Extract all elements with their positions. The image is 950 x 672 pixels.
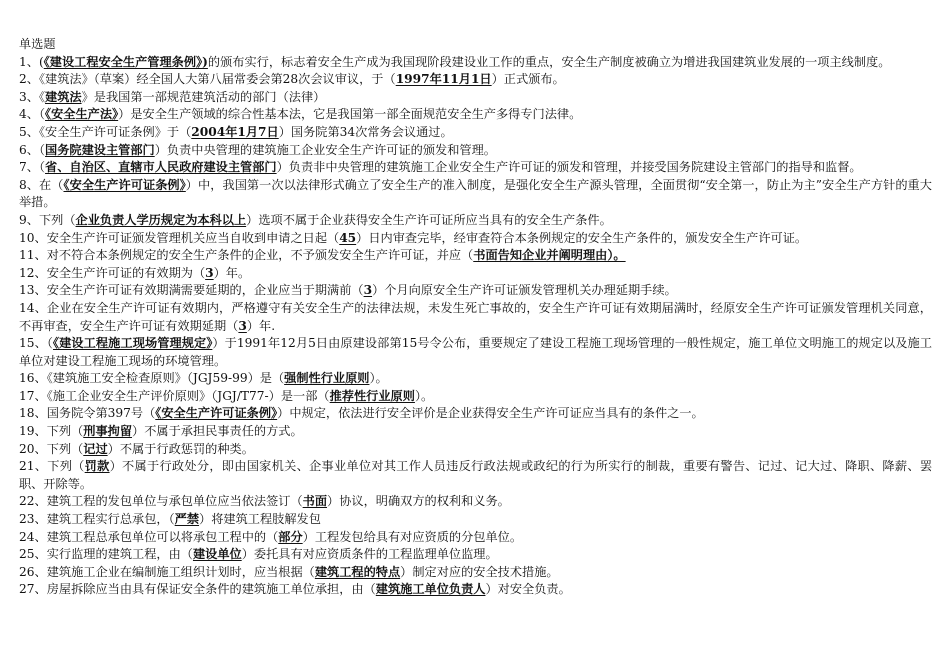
question-text: 2、《建筑法》（草案）经全国人大第八届常委会第28次会议审议，于（ [19,72,396,87]
question-text: 6、（ [19,142,46,157]
answer-text: 书面 [302,494,328,509]
answer-text: 建筑施工单位负责人 [375,582,486,597]
question-text: 3、《 [19,89,46,104]
question-text-tail: ）正式颁布。 [491,72,565,87]
question-item [19,511,932,529]
question-text: 8、在（ [19,177,64,192]
question-text-tail: ）不属于行政处分，即由国家机关、企事业单位对其工作人员违反行政法规或政纪的行为所实行的制裁，重要有警告、记过、记大过、降职、降薪、罢职、开除等。 [19,459,933,491]
answer-text: 《安全生产许可证条例》 [155,406,278,421]
answer-text: 3 [238,318,247,333]
question-text: 19、下列（ [19,424,84,439]
question-item [19,581,932,599]
question-text-tail: ）负责非中央管理的建筑施工企业安全生产许可证的颁发和管理，并接受国务院建设主管部门的指导和监督。 [276,160,862,175]
question-text-tail: ）不属于行政惩罚的种类。 [107,441,254,456]
question-text-tail: ）委托具有对应资质条件的工程监理单位监理。 [241,547,498,562]
question-item [19,282,932,300]
question-text-tail: 》是我国第一部规范建筑活动的部门（法律） [81,89,326,104]
answer-text: 罚款 [84,459,110,474]
question-item [19,265,932,283]
question-text: 4、（ [19,107,46,122]
question-item [19,230,932,248]
question-item [19,124,932,142]
answer-text: 强制性行业原则 [284,371,370,386]
question-text: 10、安全生产许可证颁发管理机关应当自收到申请之日起（ [19,230,340,245]
question-item [19,106,932,124]
answer-text: 《建设工程安全生产管理条例》) [43,54,208,69]
question-text: 22、建筑工程的发包单位与承包单位应当依法签订（ [19,494,303,509]
question-item [19,370,932,388]
answer-text: 3 [363,283,373,298]
question-text-tail: ）负责中央管理的建筑施工企业安全生产许可证的颁发和管理。 [154,142,496,157]
question-text: 17、《施工企业安全生产评价原则》（JGJ/T77-）是一部（ [19,388,330,403]
question-text: 5、《安全生产许可证条例》于（ [19,124,192,139]
question-text: 24、建筑工程总承包单位可以将承包工程中的（ [19,529,279,544]
answer-text: 3 [205,265,214,280]
question-item [19,529,932,547]
question-text-tail: ）国务院第34次常务会议通过。 [278,124,453,139]
answer-text: 《建设工程施工现场管理规定》 [53,336,213,351]
question-text-tail: ）制定对应的安全技术措施。 [400,564,559,579]
question-text-tail: ）将建筑工程肢解发包 [199,512,321,527]
question-text-tail: ）年。 [213,265,251,280]
question-item [19,142,932,160]
answer-text: 建筑法 [45,89,82,104]
question-text: 21、下列（ [19,459,85,474]
question-text-tail: ）中规定，依法进行安全评价是企业获得安全生产许可证应当具有的条件之一。 [277,406,704,421]
answer-text: 国务院建设主管部门 [45,142,155,157]
answer-text: 1997年11月1日 [395,72,492,87]
question-item [19,493,932,511]
question-text-tail: ）。 [369,371,388,386]
question-text-tail: ）选项不属于企业获得安全生产许可证所应当具有的安全生产条件。 [246,212,612,227]
question-item [19,54,932,72]
question-item [19,564,932,582]
answer-text: 企业负责人学历规定为本科以上 [75,212,247,227]
question-list [19,54,932,599]
question-item [19,212,932,230]
question-text-tail: ）日内审查完毕，经审查符合本条例规定的安全生产条件的，颁发安全生产许可证。 [356,230,808,245]
question-text: 16、《建筑施工安全检查原则》（JGJ59-99）是（ [19,371,285,386]
question-item [19,546,932,564]
question-text: 15、（ [19,336,53,351]
question-text: 27、房屋拆除应当由具有保证安全条件的建筑施工单位承担，由（ [19,582,376,597]
answer-text: 严禁 [174,512,200,527]
question-text: 11、对不符合本条例规定的安全生产条件的企业，不予颁发安全生产许可证，并应（ [19,248,474,263]
answer-text: 记过 [83,441,108,456]
question-text: 26、建筑施工企业在编制施工组织计划时，应当根据（ [19,564,315,579]
answer-text: 推荐性行业原则 [329,388,415,403]
question-item [19,388,932,406]
answer-text: 《安全生产许可证条例》 [63,177,186,192]
question-item [19,177,932,212]
question-text-tail: 的颁布实行，标志着安全生产成为我国现阶段建设业工作的重点，安全生产制度被确立为增进我国建筑业发展的一项主线制度。 [207,54,891,69]
question-item [19,441,932,459]
answer-text: 《安全生产法》 [45,107,119,122]
question-text: 23、建筑工程实行总承包，（ [19,512,175,527]
answer-text: 建筑工程的特点 [314,564,401,579]
question-text-tail: ）于1991年12月5日由原建设部第15号令公布，重要规定了建设工程施工现场管理的一般性规定，施工单位文明施工的规定以及施工单位对建设工程施工现场的环境管理。 [19,336,932,368]
question-text-tail: ）。 [414,388,434,403]
answer-text: 建设单位 [192,547,242,562]
question-text-tail: ）对安全负责。 [485,582,571,597]
question-text-tail: ）不属于承担民事责任的方式。 [132,424,303,439]
question-text: 12、安全生产许可证的有效期为（ [19,265,206,280]
question-text: 9、下列（ [19,212,76,227]
section-heading: 单选题 [19,37,56,51]
question-text: 13、安全生产许可证有效期满需要延期的，企业应当于期满前（ [19,283,364,298]
answer-text: 书面告知企业并阐明理由）。 [473,248,626,263]
question-text: 7、（ [19,160,46,175]
question-item [19,159,932,177]
question-text: 14、企业在安全生产许可证有效期内，严格遵守有关安全生产的法律法规，未发生死亡事故的，安全生产许可证有效期届满时，经原安全生产许可证颁发管理机关同意，不再审查，安全生产许可证有效期延期（ [19,300,932,333]
answer-text: 刑事拘留 [83,424,133,439]
question-item [19,89,932,107]
question-item [19,300,932,335]
question-text-tail: ）是安全生产领域的综合性基本法，它是我国第一部全面规范安全生产多得专门法律。 [118,107,582,122]
answer-text: 部分 [278,529,303,544]
question-text: 20、下列（ [19,441,84,456]
answer-text: 省、自治区、直辖市人民政府建设主管部门 [45,160,277,175]
question-item [19,458,932,493]
question-text: 25、实行监理的建筑工程，由（ [19,547,193,562]
question-text-tail: ）中，我国第一次以法律形式确立了安全生产的准入制度，是强化安全生产源头管理，全面贯彻“安全第一，防止为主”安全生产方针的重大举措。 [19,177,932,210]
question-text-tail: ）工程发包给具有对应资质的分包单位。 [302,529,523,544]
question-item [19,71,932,89]
question-text-tail: ）年. [246,318,276,333]
question-item [19,405,932,423]
answer-text: 45 [339,230,357,245]
question-text: 18、国务院令第397号（ [19,406,156,421]
question-text-tail: ）个月向原安全生产许可证颁发管理机关办理延期手续。 [372,283,677,298]
answer-text: 2004年1月7日 [191,124,279,139]
question-item [19,423,932,441]
question-text: 1、( [19,54,44,69]
question-item [19,335,932,370]
question-text-tail: ）协议，明确双方的权利和义务。 [327,494,510,509]
question-item [19,247,932,265]
